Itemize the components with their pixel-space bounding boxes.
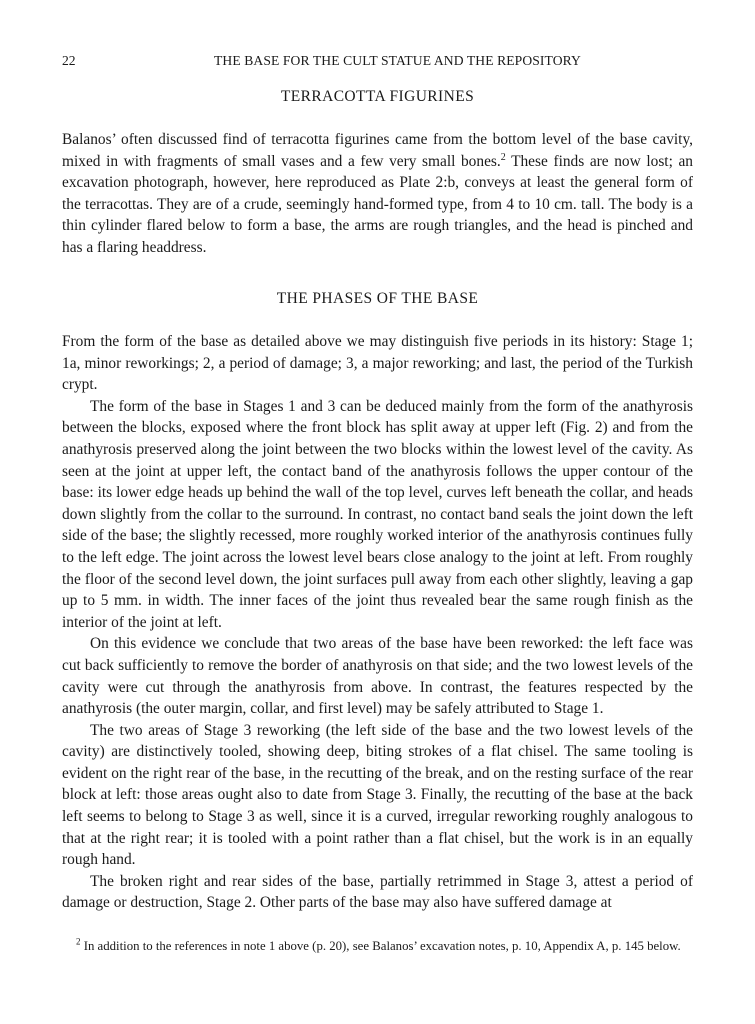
paragraph-text: These finds are now lost; an excavation photograph, however, here reproduced as Plate 2:b, conveys at least the general form of the terracottas. They are of a crude, seemingly hand-formed type, from 4 to 10 cm. tall. The body is a thin cylinder flared below to form a base, the arms are rough triangles, and the head is pinched and has a flaring headdress.: [62, 152, 693, 256]
running-head: [62, 53, 693, 73]
section-body-phases-of-the-base: [62, 331, 693, 914]
paragraph: On this evidence we conclude that two areas of the base have been reworked: the left face was cut back sufficiently to remove the border of anathyrosis on that side; and the two lowest levels of the cavity were cut through the anathyrosis from above. In contrast, the features respected by the anathyrosis (the outer margin, collar, and first level) may be safely attributed to Stage 1.: [62, 635, 693, 718]
paragraph: [62, 129, 693, 259]
section-heading-terracotta-figurines: TERRACOTTA FIGURINES: [280, 88, 475, 105]
section-heading-phases-of-the-base: THE PHASES OF THE BASE: [276, 290, 479, 307]
paragraph: The two areas of Stage 3 reworking (the left side of the base and the two lowest levels of the cavity) are distinctively tooled, showing deep, biting strokes of a flat chisel. The same tooling is evident on the right rear of the base, in the recutting of the break, and on the resting surface of the rear block at left: those areas ought also to date from Stage 3. Finally, the recutting of the base at the back left seems to belong to Stage 3 as well, since it is a curved, irregular reworking roughly analogous to that at the right rear; it is tooled with a point rather than a flat chisel, but the work is in an equally rough hand.: [62, 721, 693, 869]
paragraph: The broken right and rear sides of the base, partially retrimmed in Stage 3, attest a period of damage or destruction, Stage 2. Other parts of the base may also have suffered damage at: [62, 872, 693, 912]
footnote-number: 2: [76, 936, 81, 947]
footnote-text: In addition to the references in note 1 above (p. 20), see Balanos’ excavation notes, p. 10, Appendix A, p. 145 below.: [80, 939, 681, 953]
paragraph: The form of the base in Stages 1 and 3 can be deduced mainly from the form of the anathyrosis between the blocks, exposed where the front block has split away at upper left (Fig. 2) and from the anathyrosis preserved along the joint between the two blocks within the lowest level of the cavity. As seen at the joint at upper left, the contact band of the anathyrosis follows the upper contour of the base: its lower edge heads up behind the wall of the top level, curves left beneath the collar, and heads down slightly from the collar to the surround. In contrast, no contact band seals the joint down the left side of the base; the slightly recessed, more roughly worked interior of the anathyrosis continues fully to the left edge. The joint across the lowest level bears close analogy to the joint at left. From roughly the floor of the second level down, the joint surfaces pull away from each other slightly, leaving a gap up to 5 mm. in width. The inner faces of the joint thus revealed bear the same rough finish as the interior of the joint at left.: [62, 397, 693, 631]
footnote-reference[interactable]: 2: [500, 151, 506, 163]
page-number: 22: [62, 53, 76, 68]
running-title: THE BASE FOR THE CULT STATUE AND THE REPOSITORY: [214, 53, 581, 68]
section-body-terracotta-figurines: [62, 129, 693, 259]
paragraph: From the form of the base as detailed above we may distinguish five periods in its history: Stage 1; 1a, minor reworkings; 2, a period of damage; 3, a major reworking; and last, the period of the Turkish crypt.: [62, 333, 693, 394]
footnote: [62, 937, 693, 956]
paragraph-text: Balanos’ often discussed find of terracotta figurines came from the bottom level of the base cavity, mixed in with fragments of small vases and a few very small bones.: [62, 131, 693, 170]
